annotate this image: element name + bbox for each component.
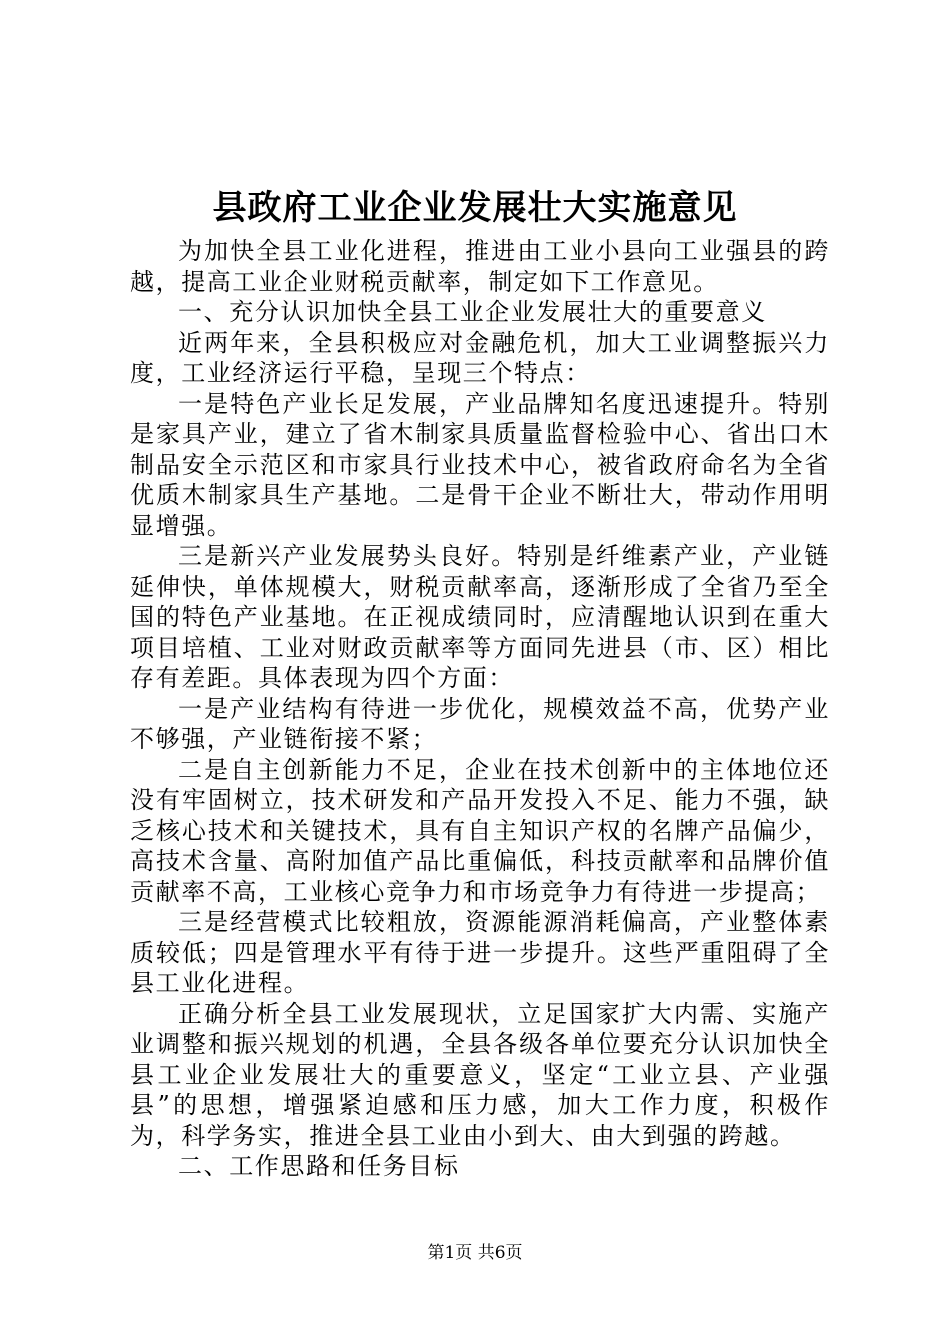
paragraph-intro: 为加快全县工业化进程，推进由工业小县向工业强县的跨越，提高工业企业财税贡献率，制定如下工作意见。 — [130, 237, 830, 296]
section-heading-1: 一、充分认识加快全县工业企业发展壮大的重要意义 — [178, 298, 767, 326]
document-body — [130, 236, 830, 1182]
section-heading-2: 二、工作思路和任务目标 — [178, 1152, 460, 1180]
paragraph-problem-3-4: 三是经营模式比较粗放，资源能源消耗偏高，产业整体素质较低；四是管理水平有待于进一步提升。这些严重阻碍了全县工业化进程。 — [130, 908, 830, 997]
document-title: 县政府工业企业发展壮大实施意见 — [212, 188, 738, 228]
paragraph-problem-2: 二是自主创新能力不足，企业在技术创新中的主体地位还没有牢固树立，技术研发和产品开发投入不足、能力不强，缺乏核心技术和关键技术，具有自主知识产权的名牌产品偏少，高技术含量、高附加值产品比重偏低，科技贡献率和品牌价值贡献率不高，工业核心竞争力和市场竞争力有待进一步提高； — [130, 755, 830, 906]
paragraph-feature-1-2: 一是特色产业长足发展，产业品牌知名度迅速提升。特别是家具产业，建立了省木制家具质量监督检验中心、省出口木制品安全示范区和市家具行业技术中心，被省政府命名为全省优质木制家具生产基地。二是骨干企业不断壮大，带动作用明显增强。 — [130, 389, 830, 540]
paragraph-analysis: 正确分析全县工业发展现状，立足国家扩大内需、实施产业调整和振兴规划的机遇，全县各级各单位要充分认识加快全县工业企业发展壮大的重要意义，坚定“工业立县、产业强县”的思想，增强紧迫感和压力感，加大工作力度，积极作为，科学务实，推进全县工业由小到大、由大到强的跨越。 — [130, 999, 830, 1150]
paragraph-problem-1: 一是产业结构有待进一步优化，规模效益不高，优势产业不够强，产业链衔接不紧； — [130, 694, 830, 753]
paragraph-overview: 近两年来，全县积极应对金融危机，加大工业调整振兴力度，工业经济运行平稳，呈现三个特点： — [130, 328, 830, 387]
page-number-footer: 第1页 共6页 — [427, 1243, 523, 1263]
paragraph-feature-3: 三是新兴产业发展势头良好。特别是纤维素产业，产业链延伸快，单体规模大，财税贡献率高，逐渐形成了全省乃至全国的特色产业基地。在正视成绩同时，应清醒地认识到在重大项目培植、工业对财政贡献率等方面同先进县（市、区）相比存有差距。具体表现为四个方面： — [130, 542, 830, 692]
